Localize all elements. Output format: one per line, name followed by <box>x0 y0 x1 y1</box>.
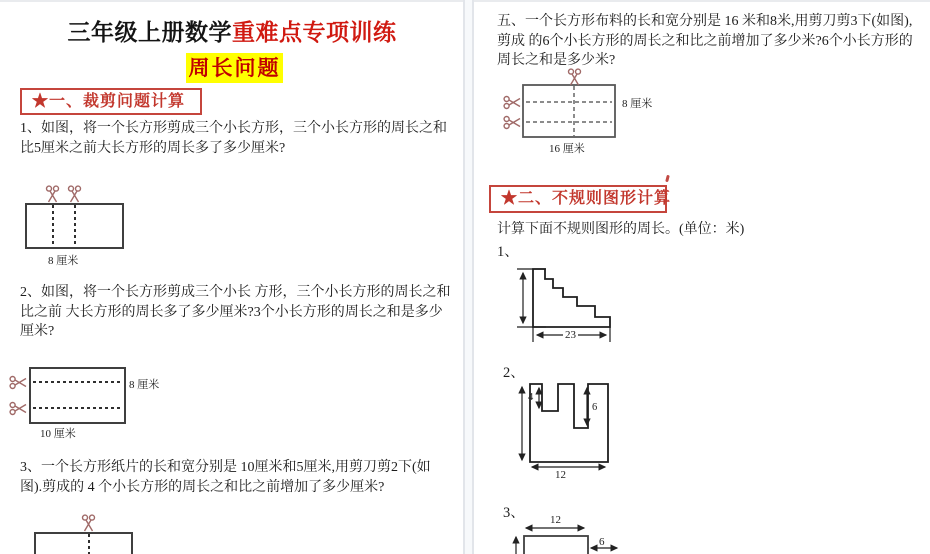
question-5 <box>497 12 913 71</box>
figure-q2-diagram <box>8 360 183 440</box>
scissors-icon <box>45 185 60 204</box>
scissors-icon <box>567 68 582 87</box>
scissors-icon <box>9 375 28 390</box>
item-1-number: 1、 <box>497 244 519 260</box>
title-red-part: 重难点专项训练 <box>232 20 397 45</box>
scissors-icon <box>67 185 82 204</box>
figure-q5-diagram <box>505 70 680 155</box>
stairs-width-value: 23 <box>565 329 576 341</box>
question-3-line: 3、一个长方形纸片的长和宽分别是 10厘米和5厘米,用剪刀剪2下(如 <box>20 460 431 475</box>
rectangle-outline <box>30 368 125 423</box>
question-5-line: 周长之和是多少米? <box>497 53 616 68</box>
subtitle-highlight: 周长问题 <box>186 53 283 83</box>
figure-stairs-diagram <box>510 258 625 348</box>
question-2-line: 比之前 大长方形的周长多了多少厘米?3个小长方形的周长之和是多少 <box>20 304 443 320</box>
rectangle-outline <box>523 85 615 137</box>
question-3-line: 图).剪成的 4 个小长方形的周长之和比之前增加了多少厘米? <box>20 479 385 495</box>
section2-intro: 计算下面不规则图形的周长。(单位：米) <box>497 222 745 237</box>
rectangle-outline <box>35 533 132 554</box>
figure-q5-height-label: 8 厘米 <box>622 98 653 110</box>
rectangle-outline <box>524 536 588 554</box>
figure-q2-width-label: 10 厘米 <box>40 428 76 440</box>
rect3-top-value: 12 <box>550 514 561 526</box>
figure-q3-diagram <box>28 504 148 554</box>
question-2-line: 厘米? <box>20 324 55 339</box>
section2-header: ★二、不规则图形计算 <box>489 185 667 213</box>
comb-outline <box>530 384 608 462</box>
stray-mark <box>665 175 670 183</box>
figure-q2-height-label: 8 厘米 <box>129 379 160 391</box>
item-3-number: 3、 <box>503 505 525 521</box>
comb-notch1-value: 4 <box>528 392 534 403</box>
figure-rect3-diagram <box>505 497 635 554</box>
question-5-line: 剪成 的6个小长方形的周长之和比之前增加了多少米?6个小长方形的 <box>497 33 913 49</box>
worksheet-title <box>0 14 464 47</box>
question-3 <box>20 458 431 497</box>
question-5-line: 五、一个长方形布料的长和宽分别是 16 米和8米,用剪刀剪3下(如图), <box>497 14 913 29</box>
figure-q2-drawing <box>8 360 183 440</box>
question-2-line: 2、如图，将一个长方形剪成三个小长 方形，三个小长方形的周长之和 <box>20 285 451 300</box>
scissors-icon <box>9 401 28 416</box>
title-black-part: 三年级上册数学 <box>67 20 232 45</box>
figure-comb-diagram <box>510 378 625 483</box>
figure-q1-diagram <box>18 183 138 267</box>
scissors-icon <box>503 115 522 130</box>
question-1 <box>20 119 447 158</box>
figure-q5-width-label: 16 厘米 <box>549 143 585 155</box>
comb-width-value: 12 <box>555 469 566 481</box>
stairs-outline <box>533 269 610 327</box>
question-2 <box>20 283 451 342</box>
section1-header: ★一、裁剪问题计算 <box>20 88 202 115</box>
scissors-icon <box>81 514 96 533</box>
figure-rect3-drawing <box>505 497 635 554</box>
comb-notch2-value: 6 <box>592 402 598 413</box>
item-2-number: 2、 <box>503 365 525 381</box>
scissors-icon <box>503 95 522 110</box>
page-divider <box>463 0 474 554</box>
question-1-line: 1、如图，将一个长方形剪成三个小长方形，三个小长方形的周长之和 <box>20 121 447 136</box>
figure-q5-drawing <box>505 70 680 155</box>
question-1-line: 比5厘米之前大长方形的周长多了多少厘米? <box>20 140 286 156</box>
rect3-right-value: 6 <box>599 536 605 548</box>
figure-q1-width-label: 8 厘米 <box>48 255 79 267</box>
